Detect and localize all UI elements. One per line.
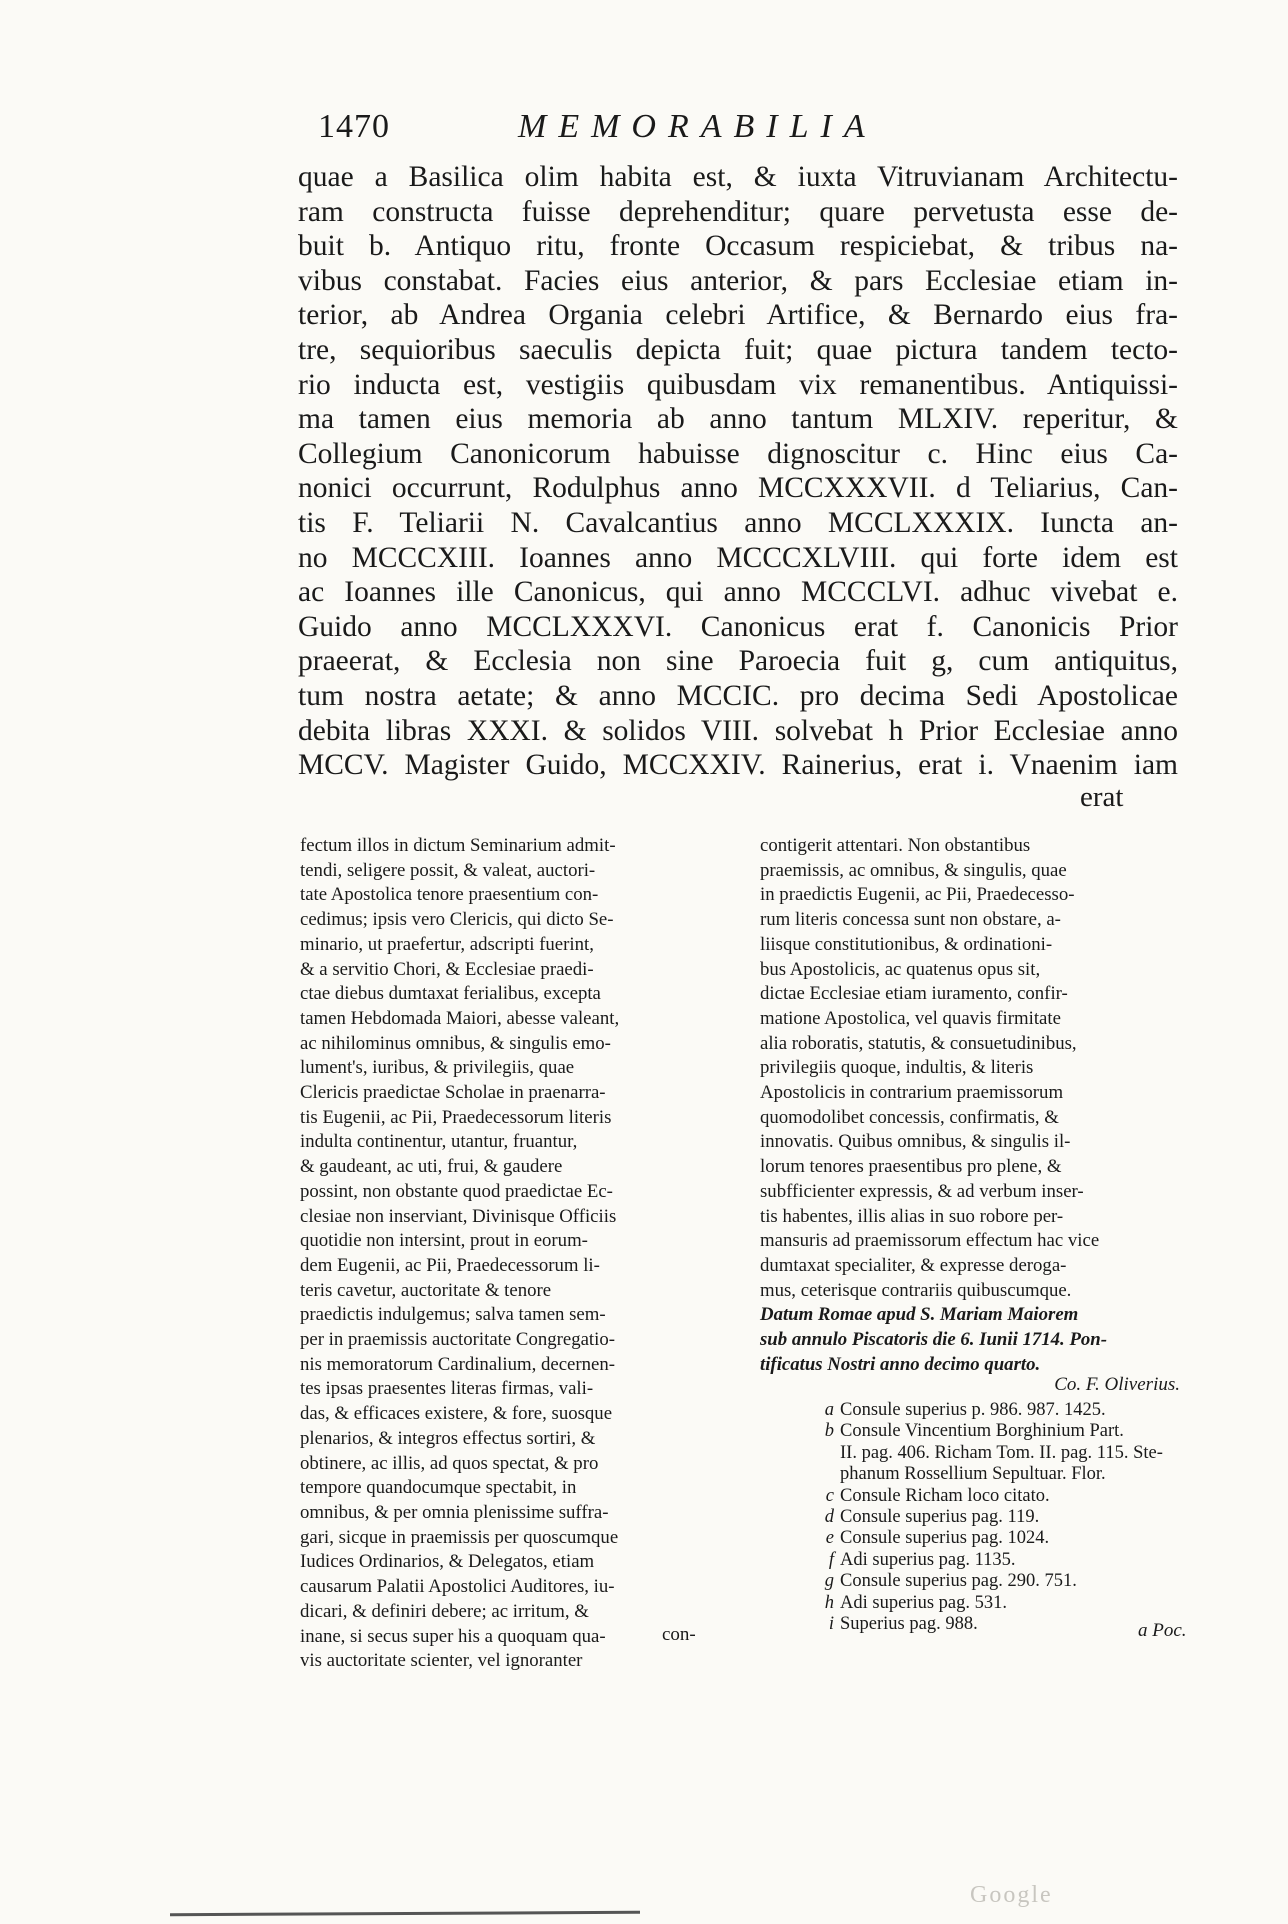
- left-line: tis Eugenii, ac Pii, Praedecessorum literis: [300, 1106, 612, 1128]
- left-line: clesiae non inserviant, Divinisque Officiis: [300, 1205, 617, 1227]
- main-line: quae a Basilica olim habita est, & iuxta Vitruvianam Architectu-: [298, 161, 1178, 193]
- footnote-text: phanum Rossellium Sepultuar. Flor.: [840, 1464, 1106, 1485]
- footnote: [788, 1421, 1208, 1442]
- left-line: dem Eugenii, ac Pii, Praedecessorum li-: [300, 1254, 600, 1276]
- main-line: no MCCCXIII. Ioannes anno MCCCXLVIII. qui forte idem est: [298, 541, 1178, 574]
- right-line: Apostolicis in contrarium praemissorum: [760, 1082, 1064, 1104]
- right-line: liisque constitutionibus, & ordinationi-: [760, 933, 1053, 955]
- footnote: [788, 1571, 1208, 1592]
- main-line: MCCV. Magister Guido, MCCXXIV. Rainerius, erat i. Vnaenim iam: [298, 749, 1178, 782]
- footnote-mark: g: [824, 1571, 834, 1592]
- main-line: terior, ab Andrea Organia celebri Artifice, & Bernardo eius fra-: [298, 299, 1178, 332]
- left-line: ctae diebus dumtaxat ferialibus, excepta: [300, 983, 601, 1005]
- right-line: mus, ceterisque contrariis quibuscumque.: [760, 1279, 1072, 1301]
- right-line: bus Apostolicis, ac quatenus opus sit,: [760, 958, 1041, 980]
- left-line: Clericis praedictae Scholae in praenarra-: [300, 1082, 606, 1104]
- page-edge-line: [170, 1911, 640, 1916]
- footnote-mark: e: [825, 1528, 834, 1549]
- right-line: in praedictis Eugenii, ac Pii, Praedecesso-: [760, 884, 1075, 906]
- main-line: nonici occurrunt, Rodulphus anno MCCXXXVII. d Teliarius, Can-: [298, 472, 1178, 505]
- footnote-mark: b: [824, 1421, 834, 1442]
- left-line: teris cavetur, auctoritate & tenore: [300, 1279, 552, 1301]
- footnote-text: Consule superius pag. 290. 751.: [840, 1571, 1077, 1592]
- footnote: [788, 1486, 1208, 1507]
- footnote-text: Consule superius pag. 119.: [840, 1507, 1040, 1528]
- right-line: contigerit attentari. Non obstantibus: [760, 835, 1031, 856]
- footnote-mark: i: [828, 1614, 834, 1635]
- footnote-text: Consule Richam loco citato.: [840, 1485, 1050, 1506]
- main-line: vibus constabat. Facies eius anterior, & pars Ecclesiae etiam in-: [298, 264, 1178, 297]
- footnote-mark: a: [824, 1400, 834, 1420]
- footnote-mark: c: [825, 1485, 834, 1506]
- main-catchword: erat: [1080, 781, 1124, 813]
- right-line: lorum tenores praesentibus pro plene, &: [760, 1156, 1062, 1178]
- left-line: ac nihilominus omnibus, & singulis emo-: [300, 1032, 611, 1054]
- right-line: mansuris ad praemissorum effectum hac vice: [760, 1230, 1100, 1252]
- left-line: plenarios, & integros effectus sortiri, &: [300, 1427, 596, 1449]
- left-line: Iudices Ordinarios, & Delegatos, etiam: [300, 1551, 595, 1573]
- main-line: rio inducta est, vestigiis quibusdam vix remanentibus. Antiquissi-: [298, 368, 1178, 401]
- footnotes: [788, 1400, 1208, 1635]
- right-line: privilegiis quoque, indultis, & literis: [760, 1057, 1034, 1079]
- main-line: praeerat, & Ecclesia non sine Paroecia fuit g, cum antiquitus,: [298, 645, 1178, 678]
- left-catchword: con-: [662, 1624, 696, 1645]
- right-line: tis habentes, illis alias in suo robore per-: [760, 1205, 1064, 1227]
- footnote: [788, 1400, 1208, 1421]
- footnote: [788, 1507, 1208, 1528]
- right-line: rum literis concessa sunt non obstare, a-: [760, 909, 1061, 931]
- footnote-text: Adi superius pag. 1135.: [840, 1549, 1016, 1570]
- footnote-mark: h: [824, 1592, 834, 1613]
- footnote-text: II. pag. 406. Richam Tom. II. pag. 115. Ste-: [840, 1442, 1163, 1463]
- left-line: cedimus; ipsis vero Clericis, qui dicto Se-: [300, 909, 614, 931]
- main-line: ram constructa fuisse deprehenditur; quare pervetusta esse de-: [298, 195, 1178, 228]
- page-number: 1470: [318, 108, 390, 145]
- footnote-text: Consule superius pag. 1024.: [840, 1528, 1050, 1549]
- footnote: [788, 1464, 1208, 1485]
- footnote-mark: f: [828, 1549, 834, 1570]
- right-line: quomodolibet concessis, confirmatis, &: [760, 1106, 1059, 1128]
- right-catchword: a Poc.: [1138, 1620, 1187, 1641]
- running-title: MEMORABILIA: [518, 108, 877, 145]
- footnote: [788, 1443, 1208, 1464]
- left-line: tamen Hebdomada Maiori, abesse valeant,: [300, 1007, 620, 1029]
- footnote-text: Consule superius p. 986. 987. 1425.: [840, 1400, 1106, 1420]
- main-line: buit b. Antiquo ritu, fronte Occasum respiciebat, & tribus na-: [298, 230, 1178, 263]
- left-line: dicari, & definiri debere; ac irritum, &: [300, 1600, 589, 1622]
- main-line: ac Ioannes ille Canonicus, qui anno MCCCLVI. adhuc vivebat e.: [298, 576, 1178, 609]
- left-line: gari, sicque in praemissis per quoscumque: [300, 1526, 619, 1548]
- footnote: [788, 1593, 1208, 1614]
- left-line: & gaudeant, ac uti, frui, & gaudere: [300, 1156, 563, 1178]
- left-line: obtinere, ac illis, ad quos spectat, & pro: [300, 1452, 599, 1474]
- right-line: matione Apostolica, vel quavis firmitate: [760, 1007, 1061, 1029]
- right-line: alia roboratis, statutis, & consuetudinibus,: [760, 1032, 1077, 1054]
- footnote-text: Consule Vincentium Borghinium Part.: [840, 1421, 1124, 1442]
- right-line: dictae Ecclesiae etiam iuramento, confir-: [760, 983, 1068, 1005]
- main-line: tis F. Teliarii N. Cavalcantius anno MCCLXXXIX. Iuncta an-: [298, 506, 1178, 539]
- left-line: tes ipsas praesentes literas firmas, vali-: [300, 1378, 594, 1400]
- left-line: tendi, seligere possit, & valeat, auctori-: [300, 859, 596, 881]
- main-line: debita libras XXXI. & solidos VIII. solvebat h Prior Ecclesiae anno: [298, 714, 1178, 747]
- left-line: indulta continentur, utantur, fruantur,: [300, 1131, 578, 1153]
- signature: Co. F. Oliverius.: [1054, 1374, 1180, 1395]
- left-line: possint, non obstante quod praedictae Ec-: [300, 1180, 613, 1202]
- footnote-mark: d: [824, 1507, 834, 1528]
- footnote: [788, 1550, 1208, 1571]
- main-line: tre, sequioribus saeculis depicta fuit; quae pictura tandem tecto-: [298, 333, 1178, 366]
- left-line: quotidie non intersint, prout in eorum-: [300, 1230, 588, 1252]
- left-line: minario, ut praefertur, adscripti fuerint,: [300, 933, 594, 955]
- footnote: [788, 1528, 1208, 1549]
- right-line: praemissis, ac omnibus, & singulis, quae: [760, 859, 1067, 881]
- right-line: innovatis. Quibus omnibus, & singulis il-: [760, 1131, 1071, 1153]
- left-line: causarum Palatii Apostolici Auditores, iu-: [300, 1576, 615, 1598]
- left-line: omnibus, & per omnia plenissime suffra-: [300, 1501, 609, 1523]
- right-line: tificatus Nostri anno decimo quarto.: [760, 1353, 1041, 1375]
- left-line: vis auctoritate scienter, vel ignoranter: [300, 1650, 583, 1672]
- left-line: fectum illos in dictum Seminarium admit-: [300, 835, 616, 856]
- footnote-text: Adi superius pag. 531.: [840, 1592, 1007, 1613]
- left-line: tate Apostolica tenore praesentium con-: [300, 884, 599, 906]
- main-line: Collegium Canonicorum habuisse dignoscitur c. Hinc eius Ca-: [298, 437, 1178, 470]
- right-line: Datum Romae apud S. Mariam Maiorem: [760, 1304, 1079, 1326]
- left-line: inane, si secus super his a quoquam qua-: [300, 1625, 606, 1647]
- right-line: subfficienter expressis, & ad verbum inser-: [760, 1180, 1084, 1202]
- page-header: [318, 108, 1058, 152]
- watermark: Google: [970, 1882, 1053, 1908]
- main-paragraph: [298, 160, 1178, 783]
- left-line: per in praemissis auctoritate Congregatio-: [300, 1329, 616, 1351]
- footnote-text: Superius pag. 988.: [840, 1614, 978, 1635]
- left-line: nis memoratorum Cardinalium, decernen-: [300, 1353, 616, 1375]
- main-line: tum nostra aetate; & anno MCCIC. pro decima Sedi Apostolicae: [298, 679, 1178, 712]
- left-line: das, & efficaces existere, & fore, suosque: [300, 1403, 613, 1425]
- left-line: tempore quandocumque spectabit, in: [300, 1477, 577, 1499]
- right-line: sub annulo Piscatoris die 6. Iunii 1714. Pon-: [760, 1329, 1108, 1351]
- right-line: dumtaxat specialiter, & expresse derogа-: [760, 1254, 1067, 1276]
- main-line: Guido anno MCCLXXXVI. Canonicus erat f. Canonicis Prior: [298, 610, 1178, 643]
- main-line: ma tamen eius memoria ab anno tantum MLXIV. reperitur, &: [298, 403, 1178, 436]
- left-line: lument's, iuribus, & privilegiis, quae: [300, 1057, 575, 1079]
- left-line: praedictis indulgemus; salva tamen sem-: [300, 1304, 606, 1326]
- right-column: [760, 834, 1180, 1377]
- left-line: & a servitio Chori, & Ecclesiae praedi-: [300, 958, 594, 980]
- left-column: [300, 834, 725, 1674]
